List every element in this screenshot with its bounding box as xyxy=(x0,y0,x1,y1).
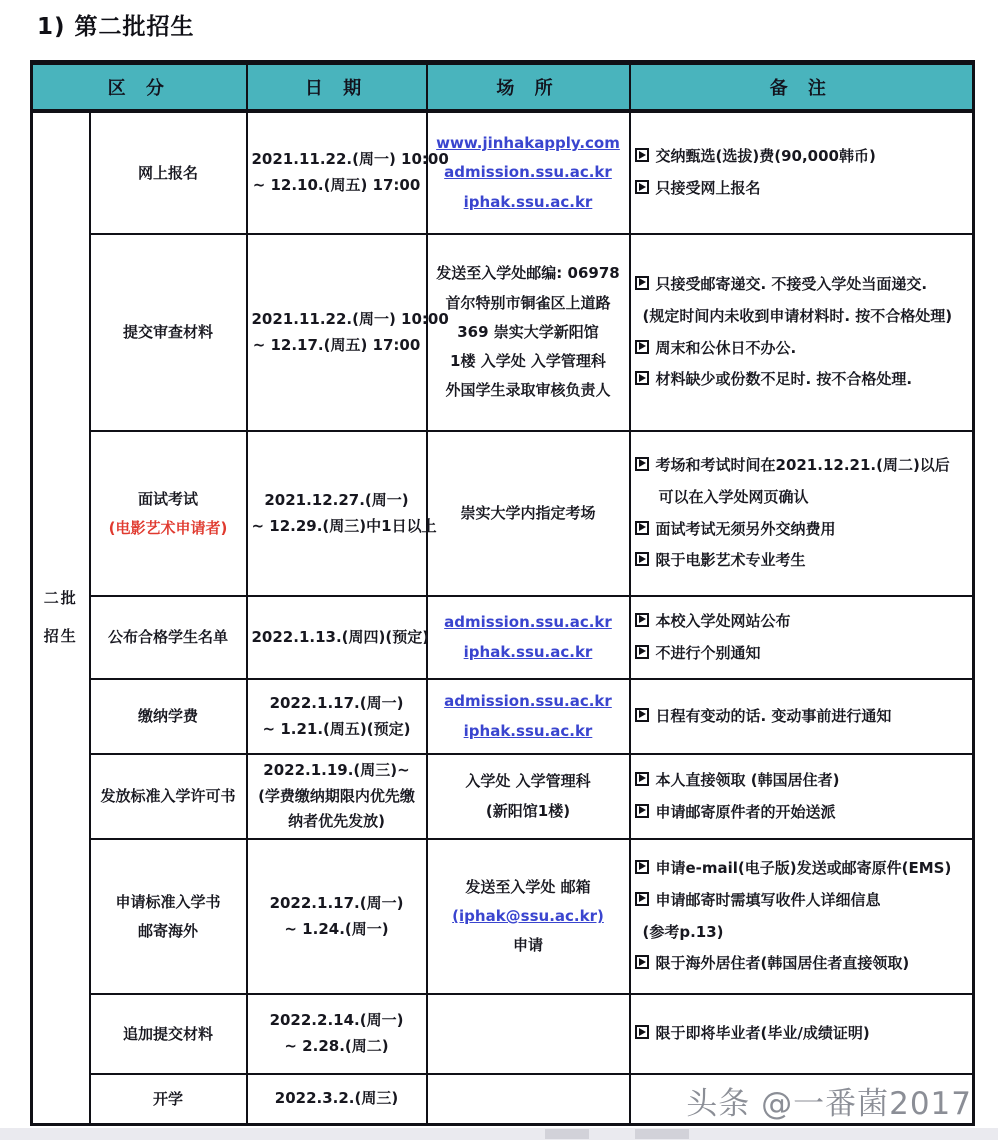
table-row xyxy=(32,234,974,431)
place-line xyxy=(432,717,625,746)
note-line xyxy=(635,141,969,173)
date-cell xyxy=(247,1074,427,1124)
place-link[interactable]: iphak.ssu.ac.kr xyxy=(463,192,593,211)
date-cell xyxy=(247,994,427,1074)
note-line xyxy=(635,364,969,396)
note-line xyxy=(635,482,969,514)
group-label-cell xyxy=(32,111,90,1124)
item-cell xyxy=(90,994,247,1074)
item-cell xyxy=(90,754,247,839)
note-text: 周末和公休日不办公. xyxy=(655,338,797,357)
page-title: 1) 第二批招生 xyxy=(37,14,195,40)
play-bullet-icon xyxy=(635,457,649,471)
date-line: 2022.2.14.(周一) xyxy=(269,1011,404,1030)
note-text: 申请e-mail(电子版)发送或邮寄原件(EMS) xyxy=(655,858,952,877)
play-bullet-icon xyxy=(635,371,649,385)
place-line: 崇实大学内指定考场 xyxy=(460,503,596,522)
play-bullet-icon xyxy=(635,1025,649,1039)
date-cell xyxy=(247,754,427,839)
place-cell xyxy=(427,431,630,596)
note-line xyxy=(635,765,969,797)
place-cell xyxy=(427,1074,630,1124)
note-line xyxy=(635,333,969,365)
item-label: 邮寄海外 xyxy=(137,921,198,940)
place-cell xyxy=(427,596,630,679)
play-triangle xyxy=(639,806,646,814)
date-line: ~ 12.29.(周三)中1日以上 xyxy=(251,516,437,535)
group-label-line: 招生 xyxy=(43,626,78,645)
play-triangle xyxy=(639,278,646,286)
item-label: 申请标准入学书 xyxy=(115,893,221,911)
notes-cell xyxy=(630,234,974,431)
place-line xyxy=(432,188,625,217)
bottom-strip-chip xyxy=(635,1129,689,1139)
note-line xyxy=(635,1018,969,1050)
play-bullet-icon xyxy=(635,552,649,566)
notes-cell xyxy=(630,596,974,679)
note-text: 限于即将毕业者(毕业/成绩证明) xyxy=(655,1024,870,1043)
place-line xyxy=(432,687,625,716)
note-text: 限于海外居住者(韩国居住者直接领取) xyxy=(655,954,910,973)
note-line xyxy=(635,606,969,638)
place-line xyxy=(432,902,625,931)
place-link[interactable]: admission.ssu.ac.kr xyxy=(444,692,612,711)
note-line xyxy=(635,450,969,482)
note-line xyxy=(635,797,969,829)
date-line: ~ 12.17.(周五) 17:00 xyxy=(252,335,421,354)
note-line xyxy=(635,638,969,670)
note-text: 交纳甄选(选拔)费(90,000韩币) xyxy=(655,147,876,166)
note-line xyxy=(635,917,969,949)
notes-cell xyxy=(630,679,974,754)
place-line xyxy=(432,129,625,158)
item-cell xyxy=(90,596,247,679)
date-line: 2022.1.17.(周一) xyxy=(269,893,404,912)
table-row xyxy=(32,994,974,1074)
place-link[interactable]: admission.ssu.ac.kr xyxy=(444,163,612,182)
date-cell xyxy=(247,839,427,994)
date-line: 2022.1.19.(周三)~ xyxy=(263,760,410,779)
page-bottom-strip xyxy=(0,1128,998,1140)
place-link[interactable]: admission.ssu.ac.kr xyxy=(444,613,612,632)
item-cell xyxy=(90,1074,247,1124)
date-line: (学费缴纳期限内优先缴 xyxy=(258,786,415,805)
place-line: 首尔特别市铜雀区上道路 xyxy=(445,293,611,312)
notes-cell xyxy=(630,111,974,234)
play-triangle xyxy=(639,958,646,966)
watermark: 头条 @一番菌2017 xyxy=(686,1086,972,1122)
place-line: 发送至入学处 邮箱 xyxy=(465,877,591,896)
note-line xyxy=(635,269,969,301)
note-text: 面试考试无须另外交纳费用 xyxy=(655,519,836,538)
item-label: 网上报名 xyxy=(137,163,198,182)
note-text: (参考p.13) xyxy=(642,922,724,941)
item-cell xyxy=(90,679,247,754)
date-line: ~ 2.28.(周二) xyxy=(284,1037,389,1055)
place-line xyxy=(432,608,625,637)
place-cell xyxy=(427,754,630,839)
place-line xyxy=(432,158,625,187)
note-text: 申请邮寄时需填写收件人详细信息 xyxy=(655,890,881,909)
place-line: 外国学生录取审核负责人 xyxy=(445,381,611,400)
play-triangle xyxy=(639,523,646,531)
note-text: 日程有变动的话. 变动事前进行通知 xyxy=(655,706,892,725)
item-label-red: (电影艺术申请者) xyxy=(108,518,228,537)
item-cell xyxy=(90,234,247,431)
place-line: 369 崇实大学新阳馆 xyxy=(457,322,599,341)
item-label: 发放标准入学许可书 xyxy=(100,787,236,806)
play-triangle xyxy=(639,774,646,782)
note-line xyxy=(635,514,969,546)
item-label: 面试考试 xyxy=(137,490,198,508)
play-triangle xyxy=(639,710,646,718)
table-header-row xyxy=(32,63,974,112)
date-cell xyxy=(247,431,437,596)
note-line xyxy=(635,545,969,577)
play-bullet-icon xyxy=(635,148,649,162)
col-header-notes: 备 注 xyxy=(630,63,974,112)
item-label: 公布合格学生名单 xyxy=(107,628,228,647)
place-line: 1楼 入学处 入学管理科 xyxy=(450,352,606,371)
note-line xyxy=(635,885,969,917)
date-line: 2021.12.27.(周一) xyxy=(264,490,409,509)
table-row xyxy=(32,596,974,679)
play-bullet-icon xyxy=(635,340,649,354)
play-bullet-icon xyxy=(635,708,649,722)
play-bullet-icon xyxy=(635,860,649,874)
date-cell xyxy=(247,111,449,234)
table-row xyxy=(32,111,974,234)
date-line: ~ 1.21.(周五)(预定) xyxy=(262,719,411,738)
date-line: ~ 1.24.(周一) xyxy=(284,919,389,938)
play-bullet-icon xyxy=(635,804,649,818)
place-line xyxy=(432,638,625,667)
note-text: 考场和考试时间在2021.12.21.(周二)以后 xyxy=(655,455,950,474)
table-row xyxy=(32,754,974,839)
date-cell xyxy=(247,234,449,431)
play-triangle xyxy=(639,459,646,467)
date-cell xyxy=(247,596,430,679)
place-link[interactable]: iphak.ssu.ac.kr xyxy=(463,721,593,740)
place-cell xyxy=(427,679,630,754)
col-header-place: 场 所 xyxy=(427,63,630,112)
play-triangle xyxy=(639,647,646,655)
table-row xyxy=(32,679,974,754)
place-link[interactable]: www.jinhakapply.com xyxy=(436,134,620,153)
group-label-line: 二批 xyxy=(43,589,78,608)
place-cell xyxy=(427,994,630,1074)
date-line: 2022.1.17.(周一) xyxy=(269,693,404,712)
item-label: 追加提交材料 xyxy=(122,1024,213,1043)
notes-cell xyxy=(630,431,974,596)
notes-cell xyxy=(630,994,974,1074)
place-line: (新阳馆1楼) xyxy=(485,801,571,820)
place-line: 申请 xyxy=(512,936,543,955)
note-text: (规定时间内未收到申请材料时. 按不合格处理) xyxy=(642,306,953,325)
place-cell xyxy=(427,111,630,234)
place-cell xyxy=(427,839,630,994)
table-row xyxy=(32,839,974,994)
play-bullet-icon xyxy=(635,955,649,969)
play-triangle xyxy=(639,862,646,870)
table-row xyxy=(32,431,974,596)
date-line: 纳者优先发放) xyxy=(288,812,385,831)
play-bullet-icon xyxy=(635,276,649,290)
table-body xyxy=(32,111,974,1124)
note-text: 限于电影艺术专业考生 xyxy=(655,551,806,570)
notes-cell xyxy=(630,754,974,839)
note-line xyxy=(635,948,969,980)
date-line: 2022.1.13.(周四)(预定) xyxy=(251,627,430,646)
col-header-category: 区 分 xyxy=(32,63,247,112)
item-label: 提交审查材料 xyxy=(122,323,213,342)
play-bullet-icon xyxy=(635,180,649,194)
note-text: 只接受网上报名 xyxy=(655,179,761,197)
note-line xyxy=(635,853,969,885)
play-bullet-icon xyxy=(635,772,649,786)
play-triangle xyxy=(639,342,646,350)
note-text: 可以在入学处网页确认 xyxy=(658,487,809,506)
note-line xyxy=(635,173,969,205)
play-triangle xyxy=(639,615,646,623)
note-text: 申请邮寄原件者的开始送派 xyxy=(655,802,836,821)
place-line: 发送至入学处邮编: 06978 xyxy=(436,264,620,283)
date-line: 2021.11.22.(周一) 10:00 xyxy=(251,309,449,328)
note-text: 材料缺少或份数不足时. 按不合格处理. xyxy=(655,370,913,389)
note-text: 只接受邮寄递交. 不接受入学处当面递交. xyxy=(655,274,928,293)
place-line: 入学处 入学管理科 xyxy=(465,772,591,791)
play-triangle xyxy=(639,374,646,382)
note-line xyxy=(635,701,969,733)
note-text: 不进行个别通知 xyxy=(655,643,761,662)
item-label: 开学 xyxy=(152,1089,183,1108)
play-triangle xyxy=(639,1028,646,1036)
play-bullet-icon xyxy=(635,645,649,659)
item-cell xyxy=(90,111,247,234)
play-bullet-icon xyxy=(635,521,649,535)
play-triangle xyxy=(639,151,646,159)
date-line: 2021.11.22.(周一) 10:00 xyxy=(251,150,449,169)
admission-schedule-table xyxy=(30,60,975,1126)
bottom-strip-chip xyxy=(545,1129,589,1139)
notes-cell xyxy=(630,839,974,994)
date-line: 2022.3.2.(周三) xyxy=(274,1088,399,1107)
play-triangle xyxy=(639,555,646,563)
place-link[interactable]: (iphak@ssu.ac.kr) xyxy=(452,906,604,925)
date-cell xyxy=(247,679,427,754)
place-cell xyxy=(427,234,630,431)
play-bullet-icon xyxy=(635,892,649,906)
play-bullet-icon xyxy=(635,613,649,627)
play-triangle xyxy=(639,894,646,902)
note-text: 本人直接领取 (韩国居住者) xyxy=(655,770,840,789)
item-cell xyxy=(90,431,247,596)
note-line xyxy=(635,301,969,333)
item-cell xyxy=(90,839,247,994)
item-label: 缴纳学费 xyxy=(137,707,198,726)
play-triangle xyxy=(639,183,646,191)
note-text: 本校入学处网站公布 xyxy=(655,611,791,630)
date-line: ~ 12.10.(周五) 17:00 xyxy=(252,176,421,194)
place-link[interactable]: iphak.ssu.ac.kr xyxy=(463,642,593,661)
col-header-date: 日 期 xyxy=(247,63,427,112)
